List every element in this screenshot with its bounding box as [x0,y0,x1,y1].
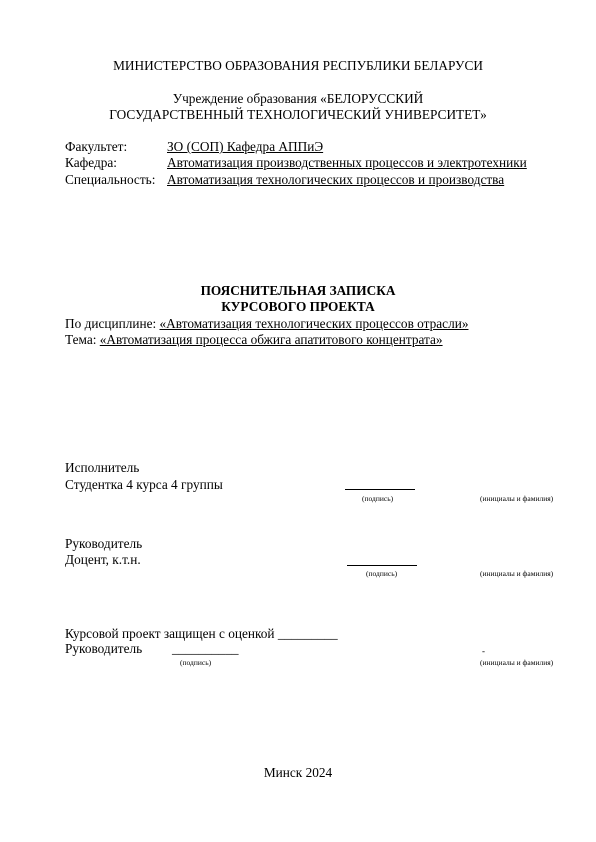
defense-initials-caption: (инициалы и фамилия) [480,658,554,667]
executor-name: Студентка 4 курса 4 группы [65,477,223,492]
supervisor-signature-line [347,565,417,566]
defense-signature-blank: __________ [172,641,239,656]
executor-signature-line [345,489,415,490]
institution-line-1: Учреждение образования «БЕЛОРУССКИЙ [172,91,424,106]
executor-role: Исполнитель [65,460,140,475]
faculty-label: Факультет: [65,139,128,154]
topic-value: «Автоматизация процесса обжига апатитового концентрата» [99,332,443,347]
discipline-value: «Автоматизация технологических процессов отрасли» [159,316,469,331]
department-value: Автоматизация производственных процессов и электротехники [167,155,527,170]
faculty-value: ЗО (СОП) Кафедра АППиЭ [167,139,324,154]
executor-signature-caption: (подпись) [362,494,394,503]
topic-label: Тема: [65,332,97,347]
specialty-label: Специальность: [65,172,156,187]
executor-initials-caption: (инициалы и фамилия) [480,494,554,503]
supervisor-signature-caption: (подпись) [366,569,398,578]
supervisor-title: Доцент, к.т.н. [65,552,141,567]
supervisor-initials-caption: (инициалы и фамилия) [480,569,554,578]
supervisor-role: Руководитель [65,536,143,551]
department-label: Кафедра: [65,155,117,170]
specialty-value: Автоматизация технологических процессов и производства [167,172,505,187]
ministry-heading: МИНИСТЕРСТВО ОБРАЗОВАНИЯ РЕСПУБЛИКИ БЕЛАРУСИ [113,58,483,73]
topic-row [65,332,443,347]
discipline-label: По дисциплине: [65,316,157,331]
defense-dash-mark: - [482,646,485,656]
defense-grade-text: Курсовой проект защищен с оценкой _________ [65,626,338,641]
city-year: Минск 2024 [263,765,333,780]
document-title-line-1: ПОЯСНИТЕЛЬНАЯ ЗАПИСКА [200,283,396,298]
discipline-row [65,316,468,331]
document-title-line-2: КУРСОВОГО ПРОЕКТА [221,299,375,314]
defense-signature-caption: (подпись) [180,658,212,667]
institution-line-2: ГОСУДАРСТВЕННЫЙ ТЕХНОЛОГИЧЕСКИЙ УНИВЕРСИТЕТ» [109,107,487,122]
defense-supervisor-label: Руководитель [65,641,143,656]
